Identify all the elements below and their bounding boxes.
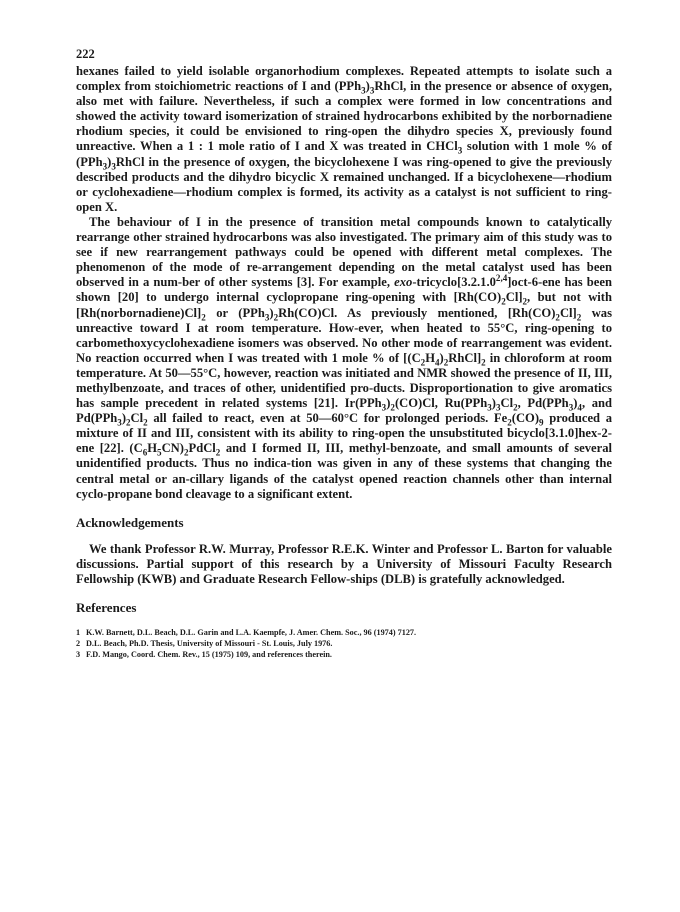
text-run: )	[491, 396, 496, 411]
reference-number: 3	[76, 650, 81, 660]
text-run: Rh(CO)Cl. As previously mentioned, [Rh(CO)	[278, 305, 556, 320]
text-run: was unreactive toward I at room temperature. How-ever, when heated to 55°C, ring-opening to carbomethoxycyclohexadiene isomers was observed. No other mode of rearrangement was evident. No reaction occurred when I was treated with 1 mole % of [(C	[76, 305, 612, 365]
subscript: 2	[555, 312, 560, 323]
subscript: 2	[143, 417, 148, 428]
subscript: 2	[215, 447, 221, 458]
text-run: )	[107, 154, 112, 169]
subscript: 3	[264, 312, 270, 323]
page-number: 222	[76, 47, 95, 61]
text-run: , and Pd(PPh	[76, 396, 613, 426]
subscript: 3	[381, 402, 387, 413]
text-run: The behaviour of I in the presence of transition metal compounds known to catalytically rearrange other strained hydrocarbons was also investigated. The primary aim of this study was to see if new rearrangement pathways could be opened with different metal complexes. The phenomenon of the mode of re-arrangement depending on the metal catalyst used has been observed in a num-ber of other systems [3]. For example,	[76, 214, 612, 290]
text-run: Cl	[500, 396, 514, 411]
body-paragraph	[76, 64, 612, 215]
subscript: 2	[420, 357, 426, 368]
text-run: H	[425, 350, 435, 365]
reference-number: 1	[76, 628, 81, 638]
text-run: (CO)	[511, 411, 540, 426]
subscript: 3	[369, 85, 375, 96]
subscript: 6	[142, 447, 148, 458]
text-run: Cl	[130, 411, 144, 426]
reference-item	[76, 649, 612, 660]
subscript: 2	[126, 417, 131, 428]
subscript: 2	[273, 312, 279, 323]
text-run: CN)	[161, 441, 184, 456]
text-run: ]oct-6-ene has been shown [20] to undergo internal cyclopropane ring-opening with [Rh(CO)	[76, 275, 612, 305]
text-run: Cl]	[505, 290, 523, 305]
subscript: 2	[390, 402, 395, 413]
text-run: hexanes failed to yield isolable organorhodium complexes. Repeated attempts to isolate such a complex from stoichiometric reactions of I and (PPh	[76, 64, 612, 94]
text-run: -tricyclo[3.2.1.0	[412, 275, 496, 290]
subscript: 3	[495, 402, 501, 413]
reference-list	[76, 627, 612, 660]
text-run: (CO)Cl, Ru(PPh	[394, 396, 488, 411]
text-run: PdCl	[188, 441, 216, 456]
text-run: , Pd(PPh	[517, 396, 569, 411]
subscript: 3	[111, 161, 116, 172]
subscript: 3	[568, 402, 574, 413]
subscript: 4	[577, 402, 582, 413]
subscript: 2	[522, 296, 528, 307]
article-body	[76, 64, 612, 660]
body-paragraph	[76, 215, 612, 502]
text-run: )	[121, 411, 127, 426]
text-run: solution with 1 mole % of (PPh	[76, 139, 613, 169]
reference-item	[76, 627, 612, 638]
reference-text: F.D. Mango, Coord. Chem. Rev., 15 (1975) 109, and references therein.	[86, 650, 332, 660]
subscript: 3	[457, 145, 463, 156]
subscript: 3	[487, 402, 492, 413]
subscript: 2	[201, 312, 206, 323]
subscript: 3	[361, 85, 366, 96]
reference-number: 2	[76, 639, 81, 649]
italic-run: exo	[394, 275, 413, 290]
text-run: )	[365, 79, 370, 94]
subscript: 3	[117, 417, 122, 428]
text-run: )	[439, 350, 444, 365]
text-run: )	[269, 305, 274, 320]
text-run: Cl]	[559, 305, 577, 320]
subscript: 3	[102, 161, 108, 172]
subscript: 2	[481, 357, 486, 368]
text-run: produced a mixture of II and III, consistent with its ability to ring-open the unsubstituted bicyclo[3.1.0]hex-2-ene [22]. (C	[76, 411, 613, 456]
acknowledgements-text: We thank Professor R.W. Murray, Professor R.E.K. Winter and Professor L. Barton for valuable discussions. Partial support of this research by a University of Missouri Faculty Research Fellowship (KWB) and Graduate Research Fellow-ships (DLB) is gratefully acknowledged.	[76, 541, 612, 586]
text-run: )	[386, 396, 391, 411]
subscript: 2	[576, 312, 582, 323]
text-run: or (PPh	[205, 305, 265, 320]
acknowledgements-heading: Acknowledgements	[76, 514, 184, 530]
subscript: 2	[513, 402, 518, 413]
text-run: )	[573, 396, 578, 411]
subscript: 4	[435, 357, 440, 368]
subscript: 2	[443, 357, 449, 368]
superscript: 2,4	[495, 273, 508, 284]
text-run: , but not with [Rh(norbornadiene)Cl]	[76, 290, 612, 320]
text-run: H	[147, 441, 158, 456]
text-run: RhCl in the presence of oxygen, the bicyclohexene I was ring-opened to give the previously described products and the dihydro bicyclic X remained unchanged. If a bicyclohexene—rhodium or cyclohexadiene—rhodium complex is formed, its activity as a catalyst is not sufficient to ring-open X.	[76, 154, 612, 214]
text-run: in chloroform at room temperature. At 50—55°C, however, reaction was initiated and NMR showed the presence of II, III, methylbenzoate, and traces of other, unidentified pro-ducts. Disproportionation to give aromatics has sample precedent in related systems [21]. Ir(PPh	[76, 350, 613, 411]
text-run: RhCl]	[448, 350, 482, 365]
text-run: and I formed II, III, methyl-benzoate, and small amounts of several unidentified products. Thus no indica-tion was given in any of these systems that changing the central metal or an-cillary ligands of the catalyst opened reaction channels other than internal cyclo-propane bond cleavage to a significant extent.	[76, 441, 613, 501]
subscript: 2	[507, 417, 512, 428]
reference-text: K.W. Barnett, D.L. Beach, D.L. Garin and L.A. Kaempfe, J. Amer. Chem. Soc., 96 (1974) 7127.	[86, 628, 417, 638]
subscript: 2	[501, 296, 506, 307]
subscript: 9	[539, 417, 544, 428]
text-run: all failed to react, even at 50—60°C for prolonged periods. Fe	[147, 411, 508, 426]
references-heading: References	[76, 600, 137, 616]
text-run: RhCl, in the presence or absence of oxygen, also met with failure. Nevertheless, if such a complex were formed in low concentrations and showed the activity toward isomerization of strained hydrocarbons exhibited by the norbornadiene rhodium species, it could be envisioned to ring-open the dihydro species X, previously found unreactive. When a 1 : 1 mole ratio of I and X was treated in CHCl	[76, 79, 612, 154]
subscript: 5	[157, 447, 162, 458]
subscript: 2	[183, 447, 189, 458]
reference-item	[76, 638, 612, 649]
reference-text: D.L. Beach, Ph.D. Thesis, University of Missouri - St. Louis, July 1976.	[86, 639, 333, 649]
